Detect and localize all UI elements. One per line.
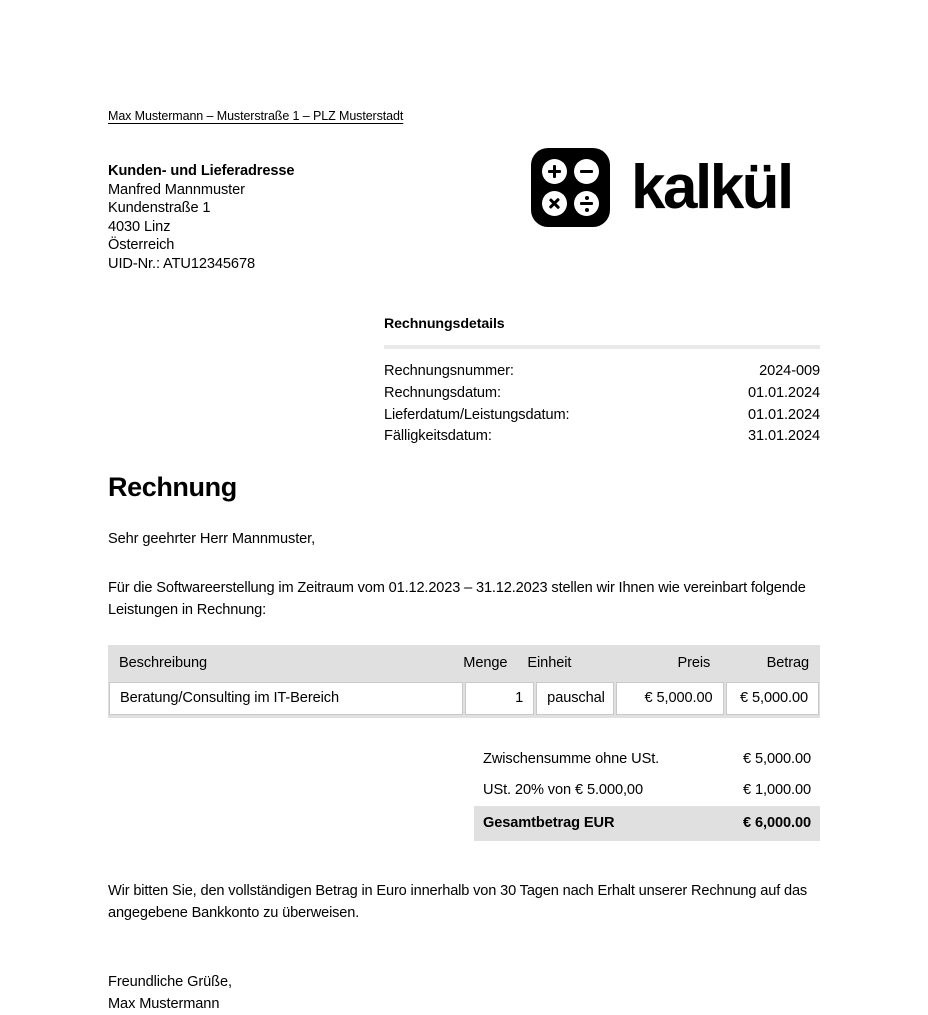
total-value: € 1,000.00: [743, 782, 811, 798]
cell-description: Beratung/Consulting im IT-Bereich: [109, 682, 463, 715]
closing-block: [108, 971, 232, 1015]
recipient-city: 4030 Linz: [108, 218, 171, 235]
detail-label: Rechnungsnummer:: [384, 363, 514, 379]
company-logo: [531, 148, 792, 227]
cell-quantity: 1: [465, 682, 535, 715]
recipient-address-title: Kunden- und Lieferadresse: [108, 163, 295, 179]
divide-icon: [574, 191, 599, 216]
logo-wordmark: kalkül: [631, 152, 792, 222]
total-row-subtotal: [474, 744, 820, 775]
detail-label: Fälligkeitsdatum:: [384, 428, 492, 445]
column-header-unit: Einheit: [527, 655, 572, 671]
invoice-details-panel: [384, 316, 820, 448]
table-row: [109, 682, 819, 717]
detail-label: Rechnungsdatum:: [384, 384, 501, 401]
detail-row-delivery-date: [384, 405, 820, 427]
total-label: USt. 20% von € 5.000,00: [483, 782, 643, 798]
column-header-description: Beschreibung: [119, 655, 208, 671]
total-row-vat: [474, 775, 820, 806]
invoice-details-title: Rechnungsdetails: [384, 316, 505, 332]
column-header-price: Preis: [677, 655, 711, 671]
closing-signer: Max Mustermann: [108, 996, 220, 1012]
page-title: Rechnung: [108, 472, 237, 502]
sender-address-line: Max Mustermann – Musterstraße 1 – PLZ Musterstadt: [108, 109, 404, 123]
totals-block: [474, 744, 820, 841]
intro-paragraph: Für die Softwareerstellung im Zeitraum vom 01.12.2023 – 31.12.2023 stellen wir Ihnen wie vereinbart folgende Leistungen in Rechnung:: [108, 580, 806, 618]
invoice-details-rows: [384, 361, 820, 448]
detail-value: 01.01.2024: [747, 406, 820, 423]
detail-value: 01.01.2024: [747, 384, 820, 401]
payment-terms-text: Wir bitten Sie, den vollständigen Betrag in Euro innerhalb von 30 Tagen nach Erhalt unserer Rechnung auf das angegebene Bankkonto zu überweisen.: [108, 883, 808, 921]
column-header-amount: Betrag: [766, 655, 809, 671]
detail-label: Lieferdatum/Leistungsdatum:: [384, 406, 570, 423]
cell-amount: € 5,000.00: [726, 682, 819, 715]
recipient-address-block: [108, 162, 294, 274]
closing-greeting: Freundliche Grüße,: [108, 974, 232, 990]
total-row-grand-total: [474, 806, 820, 841]
recipient-vat-id: UID-Nr.: ATU12345678: [108, 255, 255, 272]
total-label: Zwischensumme ohne USt.: [483, 751, 660, 767]
total-value: € 6,000.00: [743, 815, 811, 831]
logo-calculator-mark: [531, 148, 610, 227]
invoice-details-divider: [384, 345, 820, 349]
multiply-icon: [542, 191, 567, 216]
plus-icon: [542, 159, 567, 184]
recipient-street: Kundenstraße 1: [108, 200, 211, 217]
recipient-country: Österreich: [108, 237, 175, 254]
detail-value: 2024-009: [759, 363, 820, 379]
detail-row-due-date: [384, 426, 820, 448]
detail-row-invoice-date: [384, 383, 820, 405]
line-items-table: [108, 645, 820, 718]
cell-price: € 5,000.00: [616, 682, 723, 715]
total-value: € 5,000.00: [743, 751, 811, 767]
detail-value: 31.01.2024: [747, 428, 820, 445]
table-header-row: [109, 646, 819, 681]
recipient-name: Manfred Mannmuster: [108, 181, 245, 198]
minus-icon: [574, 159, 599, 184]
detail-row-invoice-number: [384, 361, 820, 383]
cell-unit: pauschal: [536, 682, 614, 715]
total-label: Gesamtbetrag EUR: [483, 815, 615, 831]
salutation-text: Sehr geehrter Herr Mannmuster,: [108, 531, 316, 547]
column-header-quantity: Menge: [463, 655, 508, 671]
